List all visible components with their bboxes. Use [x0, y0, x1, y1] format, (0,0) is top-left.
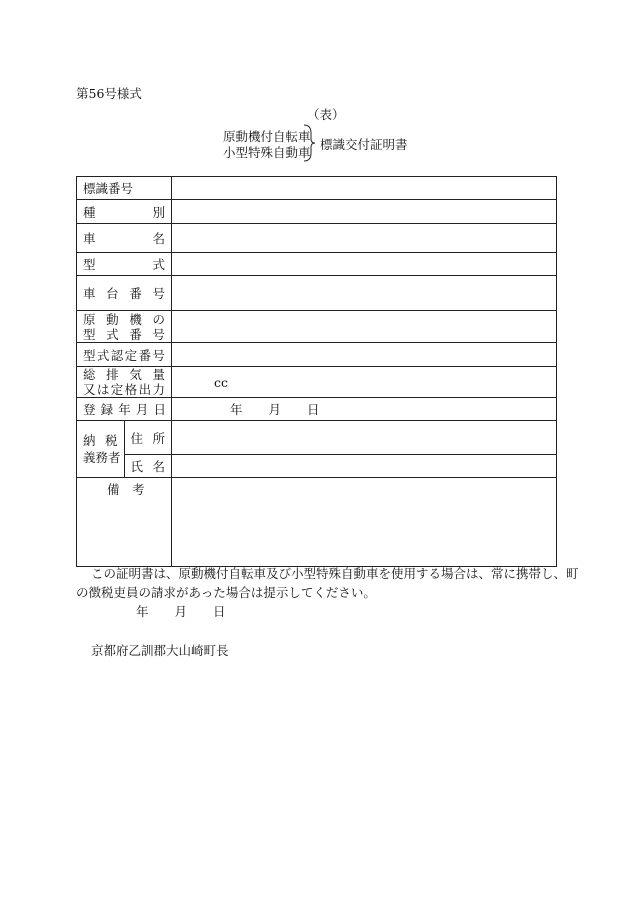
label-char: 所 — [152, 430, 165, 446]
label-char: 号 — [152, 347, 165, 363]
reg-date-value[interactable] — [172, 398, 557, 421]
label-char: 総 — [83, 367, 96, 382]
label-char: 格 — [124, 382, 138, 397]
note-line-1: この証明書は、原動機付自転車及び小型特殊自動車を使用する場合は、常に携帯し、町 — [91, 566, 579, 581]
label-char: 認 — [110, 347, 124, 363]
taxpayer-line-2 — [83, 449, 121, 466]
label-char: 車 — [83, 286, 96, 301]
engine-model-line-2 — [83, 327, 165, 342]
issue-month: 月 — [174, 604, 188, 619]
reg-day: 日 — [307, 402, 320, 417]
issue-year: 年 — [136, 604, 149, 619]
name-label — [124, 455, 172, 478]
label-char: 年 — [118, 402, 130, 417]
type-value[interactable] — [172, 200, 557, 224]
label-char: 識 — [95, 181, 109, 196]
model-label — [77, 253, 172, 276]
label-char: 務 — [95, 450, 109, 465]
model-char-1: 型 — [83, 257, 96, 272]
label-char: 番 — [129, 326, 142, 342]
label-char: 定 — [124, 347, 138, 363]
table-row — [77, 343, 557, 367]
table-row — [77, 177, 557, 200]
label-char: 力 — [152, 382, 165, 397]
label-char: 型 — [83, 347, 96, 363]
name-value[interactable] — [172, 455, 557, 478]
label-char: 氏 — [130, 459, 144, 474]
label-char: 標 — [83, 181, 96, 196]
vehicle-name-value[interactable] — [172, 224, 557, 253]
engine-model-line-1 — [83, 312, 165, 327]
label-char: 税 — [104, 433, 118, 448]
model-cert-value[interactable] — [172, 343, 557, 367]
brace-icon — [302, 124, 316, 162]
chassis-number-text — [83, 284, 165, 302]
form-number: 第56号様式 — [76, 86, 142, 101]
table-row — [77, 200, 557, 224]
label-char: 登 — [83, 402, 95, 417]
note-line-2: の徴税吏員の請求があった場合は提示してください。 — [76, 585, 376, 600]
address-label — [124, 421, 172, 455]
side-label: （表） — [307, 107, 345, 122]
label-char: 番 — [138, 347, 152, 363]
type-label — [77, 200, 172, 224]
label-char: 月 — [135, 402, 148, 417]
title-suffix: 標識交付証明書 — [320, 137, 408, 152]
label-char: 者 — [108, 450, 121, 465]
remarks-label — [77, 478, 172, 567]
taxpayer-label — [77, 421, 125, 478]
label-char: 型 — [83, 326, 96, 342]
chassis-number-label — [77, 276, 172, 311]
label-char: 気 — [129, 367, 142, 382]
sign-number-text — [83, 179, 133, 197]
displacement-label — [77, 367, 172, 398]
label-char: 名 — [152, 459, 165, 474]
model-value[interactable] — [172, 253, 557, 276]
label-char: 排 — [106, 367, 119, 382]
engine-model-label — [77, 311, 172, 343]
vname-char-2: 名 — [152, 231, 165, 246]
chassis-number-value[interactable] — [172, 276, 557, 311]
displacement-unit: cc — [214, 374, 229, 390]
engine-model-value[interactable] — [172, 311, 557, 343]
label-char: 量 — [152, 367, 165, 382]
reg-year: 年 — [230, 402, 243, 417]
label-char: 又 — [83, 382, 96, 397]
taxpayer-line-1 — [83, 432, 118, 449]
table-row — [77, 311, 557, 343]
address-text — [131, 429, 166, 447]
label-char: 録 — [100, 402, 113, 417]
label-char: 番 — [129, 286, 142, 301]
table-row — [77, 367, 557, 398]
reg-date-label — [77, 398, 172, 421]
sign-number-label — [77, 177, 172, 200]
issue-day: 日 — [213, 604, 226, 619]
vehicle-name-label — [77, 224, 172, 253]
address-value[interactable] — [172, 421, 557, 455]
sign-number-value[interactable] — [172, 177, 557, 200]
label-char: 号 — [152, 326, 165, 342]
table-row — [77, 224, 557, 253]
label-text — [83, 179, 165, 197]
title-line-2: 小型特殊自動車 — [223, 145, 311, 160]
label-char: 番 — [108, 181, 121, 196]
displacement-line-1 — [83, 367, 165, 382]
name-text — [131, 457, 166, 475]
label-char: 機 — [129, 311, 142, 327]
table-row — [77, 253, 557, 276]
label-char: の — [152, 311, 165, 327]
table-row — [77, 398, 557, 421]
label-char: 定 — [110, 382, 124, 397]
label-char: 出 — [138, 382, 152, 397]
table-row — [77, 455, 557, 478]
certificate-table — [76, 176, 557, 567]
remarks-value[interactable] — [172, 478, 557, 567]
issuer: 京都府乙訓郡大山崎町長 — [91, 643, 229, 658]
label-char: 原 — [83, 311, 96, 327]
displacement-value[interactable] — [172, 367, 557, 398]
title-line-1: 原動機付自転車 — [223, 129, 311, 144]
model-cert-text — [83, 346, 165, 364]
model-char-2: 式 — [152, 257, 165, 272]
label-char: 式 — [106, 326, 119, 342]
label-char: 動 — [106, 311, 119, 327]
vname-char-1: 車 — [83, 231, 96, 246]
label-char: 式 — [96, 347, 110, 363]
type-char-2: 別 — [152, 204, 165, 220]
type-char-1: 種 — [83, 204, 96, 220]
label-char: は — [96, 382, 110, 397]
label-char: 号 — [152, 286, 165, 301]
label-char: 納 — [83, 433, 96, 448]
label-char: 号 — [120, 181, 134, 196]
label-char: 台 — [106, 286, 119, 301]
label-char: 義 — [83, 450, 96, 465]
table-row — [77, 478, 557, 567]
issue-date — [136, 602, 252, 620]
remarks-text: 備 考 — [107, 482, 145, 497]
table-row — [77, 421, 557, 455]
model-cert-label — [77, 343, 172, 367]
label-char: 住 — [130, 430, 144, 446]
reg-month: 月 — [268, 402, 282, 417]
reg-date-text — [83, 400, 165, 418]
table-row — [77, 276, 557, 311]
displacement-line-2 — [83, 382, 165, 397]
label-char: 日 — [153, 402, 165, 417]
